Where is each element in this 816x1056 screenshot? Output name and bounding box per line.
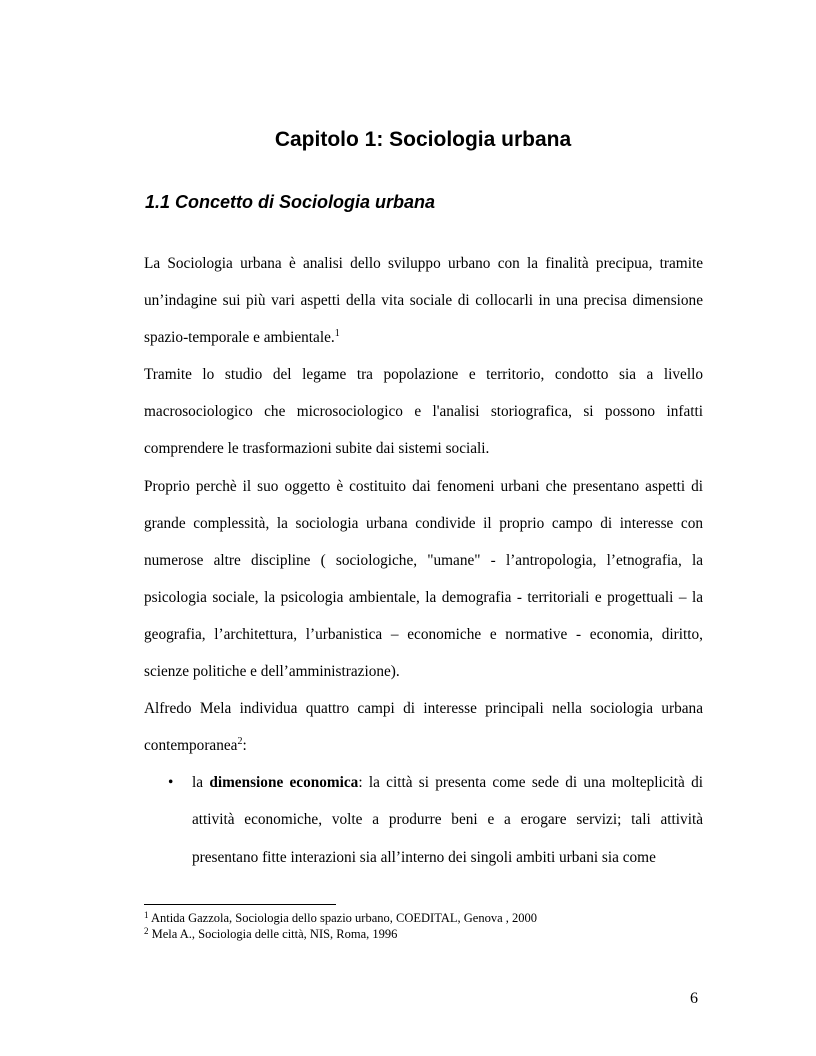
footnote-separator	[144, 904, 336, 905]
page-number: 6	[690, 990, 698, 1007]
body-text	[144, 245, 703, 876]
paragraph: Tramite lo studio del legame tra popolazione e territorio, condotto sia a livello macrosociologico che microsociologico e l'analisi storiografica, si possono infatti comprendere le trasformazioni subite dai sistemi sociali.	[144, 366, 703, 458]
paragraph: Alfredo Mela individua quattro campi di interesse principali nella sociologia urbana contemporanea$^2$:	[144, 700, 703, 755]
paragraph: La Sociologia urbana è analisi dello sviluppo urbano con la finalità precipua, tramite un’indagine sui più vari aspetti della vita sociale di collocarli in una precisa dimensione spazio-temporale e ambientale.$^1$	[144, 255, 703, 347]
bullet-icon: •	[168, 774, 174, 792]
paragraph: Proprio perchè il suo oggetto è costituito dai fenomeni urbani che presentano aspetti di grande complessità, la sociologia urbana condivide il proprio campo di interesse con numerose altre discipline ( sociologiche, "umane" - l’antropologia, l’etnografia, la psicologia sociale, la psicologia ambientale, la demografia - territoriali e progettuali – la geografia, l’architettura, l’urbanistica – economiche e normative - economia, diritto, scienze politiche e dell’amministrazione).	[144, 477, 703, 681]
footnote-ref: 1	[334, 328, 340, 340]
chapter-title: Capitolo 1: Sociologia urbana	[274, 128, 572, 151]
section-title: 1.1 Concetto di Sociologia urbana	[145, 192, 436, 212]
footnote-ref: 2	[237, 736, 243, 748]
footnotes	[144, 910, 537, 942]
footnote: $^2$ Mela A., Sociologia delle città, NIS, Roma, 1996	[144, 926, 398, 941]
list-item: • la dimensione economica: la città si presenta come sede di una molteplicità di attività economiche, volte a produrre beni e a erogare servizi; tali attività presentano fitte interazioni sia all’interno dei singoli ambiti urbani sia come	[144, 764, 703, 875]
footnote: $^1$ Antida Gazzola, Sociologia dello spazio urbano, COEDITAL, Genova , 2000	[144, 910, 537, 925]
bullet-list	[144, 764, 703, 875]
